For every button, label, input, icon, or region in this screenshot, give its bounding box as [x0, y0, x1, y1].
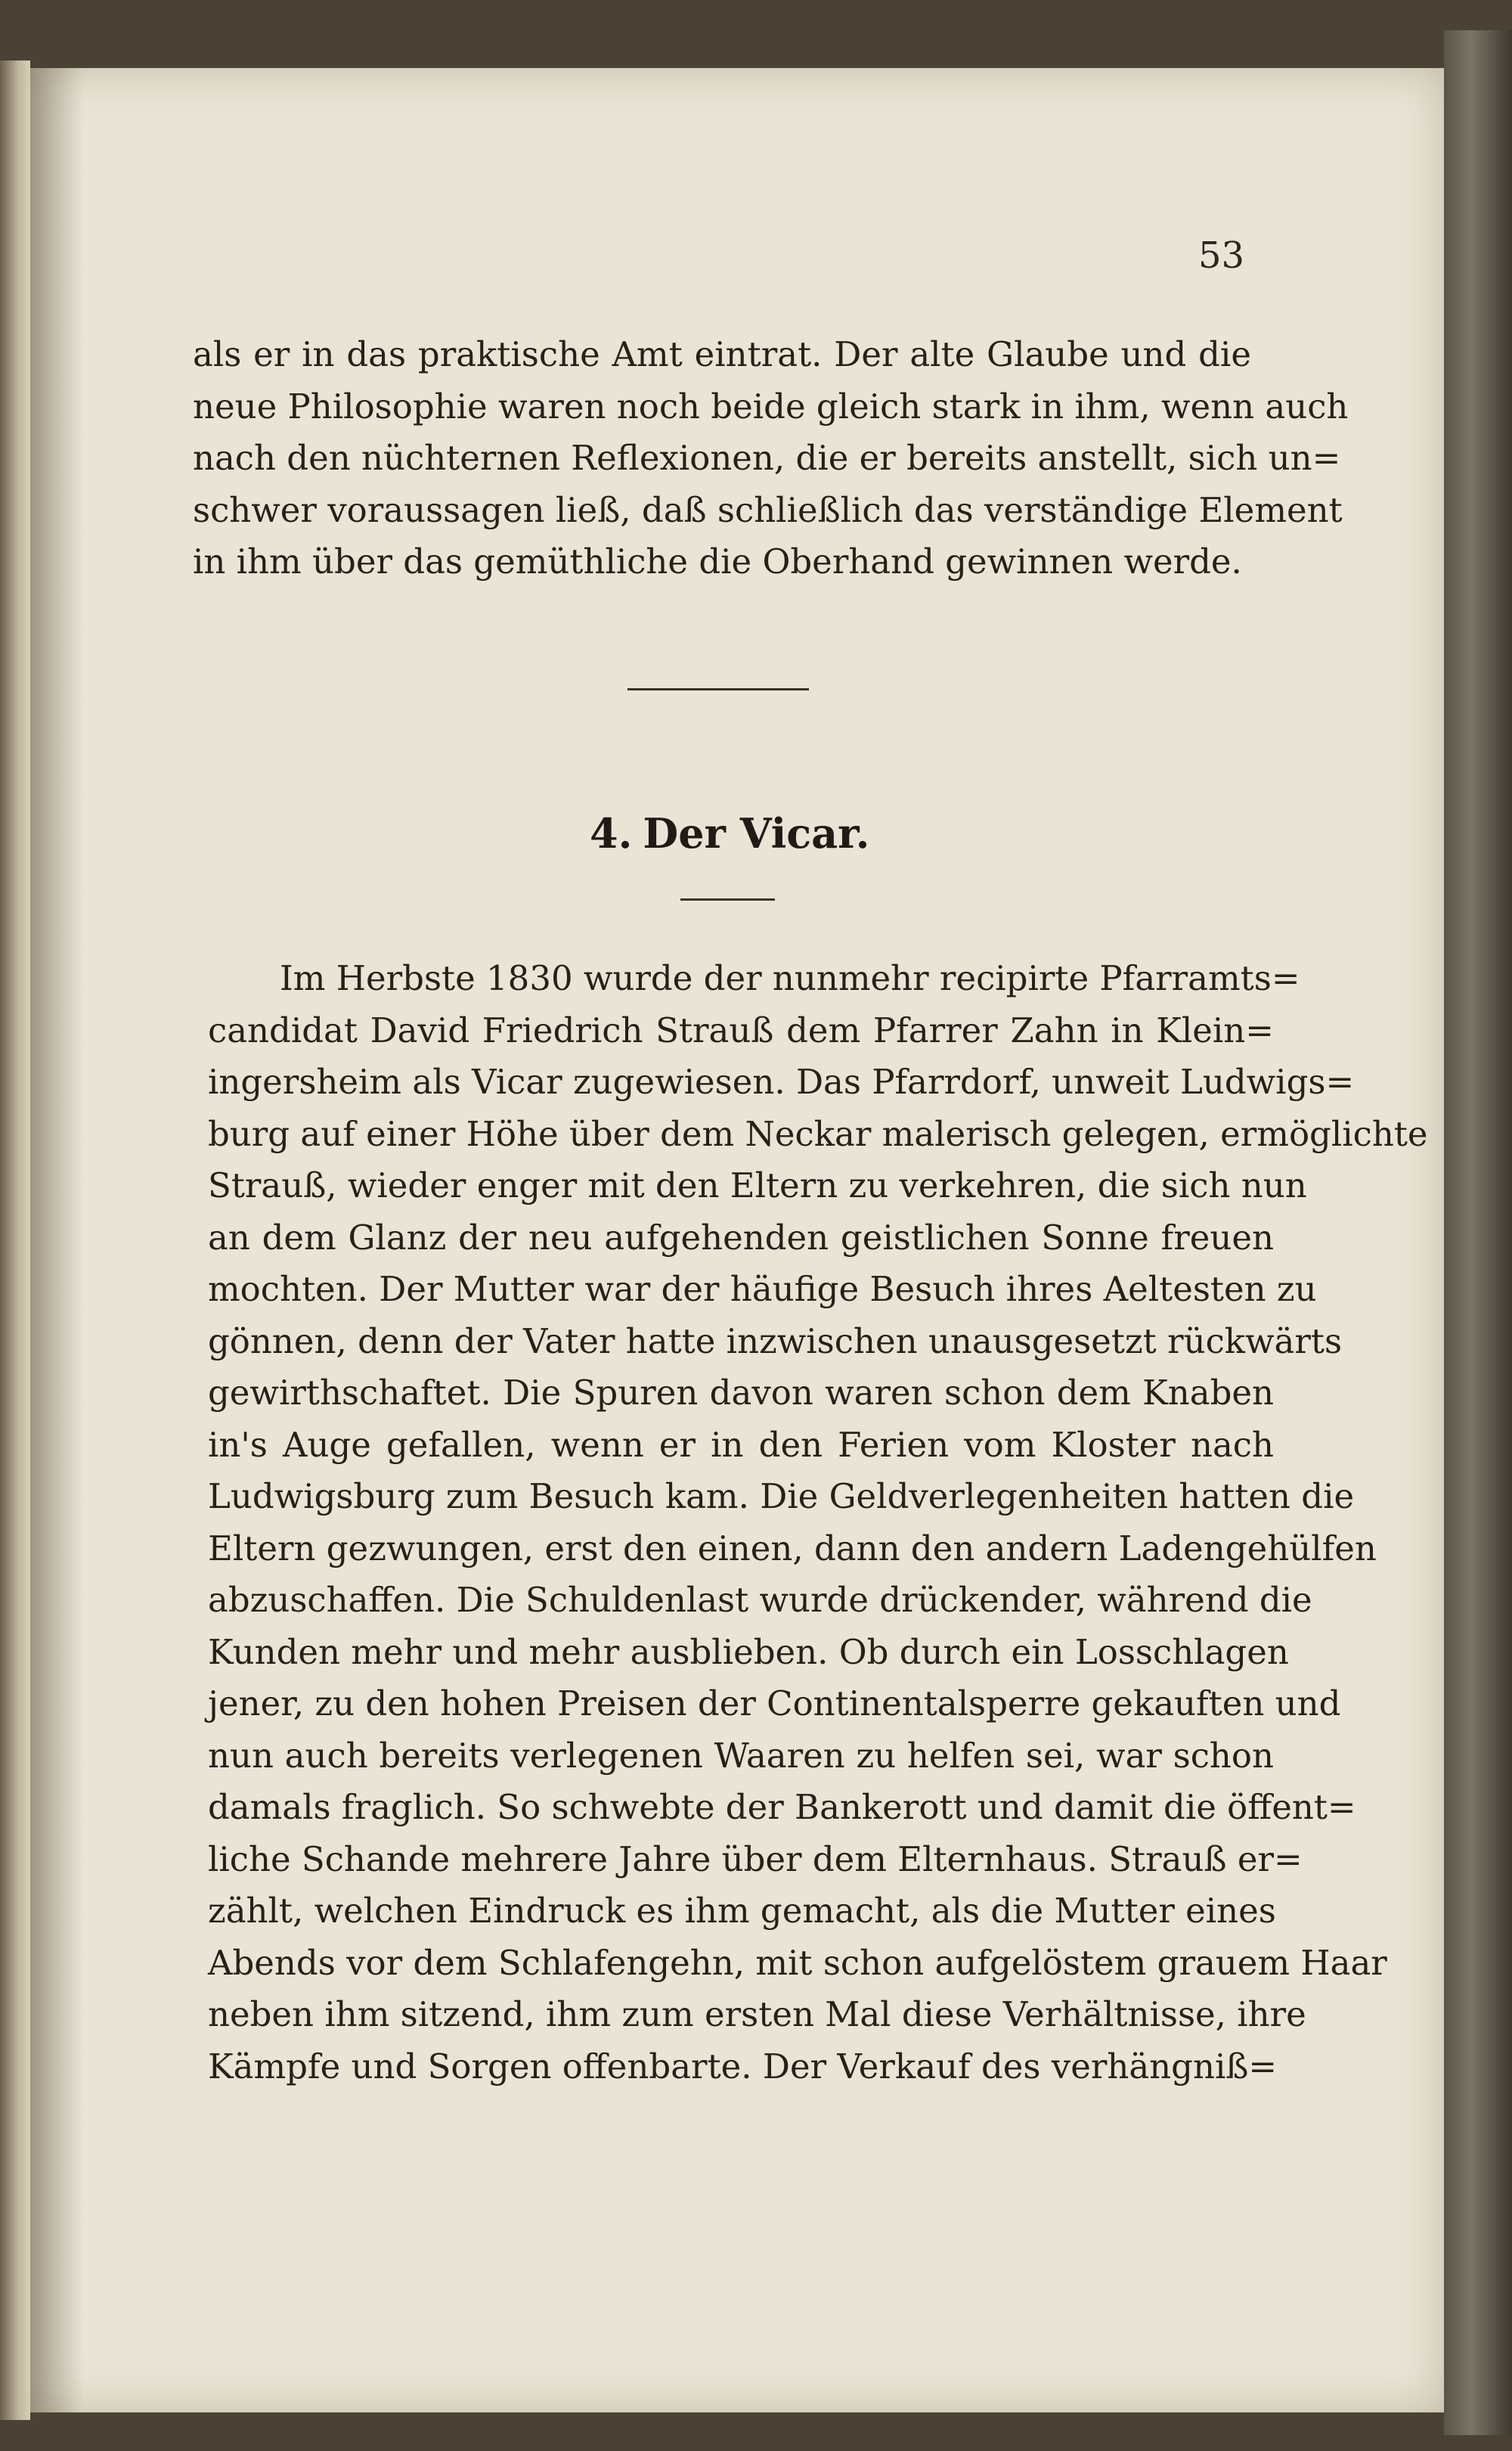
- text-line: Eltern gezwungen, erst den einen, dann den andern Ladengehülfen: [208, 1528, 1377, 1568]
- main-paragraph: [208, 953, 1428, 2093]
- text-line: Strauß, wieder enger mit den Eltern zu verkehren, die sich nun: [208, 1165, 1307, 1205]
- text-line: gönnen, denn der Vater hatte inzwischen unausgesetzt rückwärts: [208, 1320, 1343, 1361]
- text-line: Kämpfe und Sorgen offenbarte. Der Verkauf des verhängniß=: [208, 2046, 1278, 2086]
- spine-shadow: [30, 68, 83, 2412]
- text-line: candidat David Friedrich Strauß dem Pfarrer Zahn in Klein=: [208, 1010, 1274, 1050]
- text-line: zählt, welchen Eindruck es ihm gemacht, als die Mutter eines: [208, 1891, 1276, 1931]
- text-line: nun auch bereits verlegenen Waaren zu helfen sei, war schon: [208, 1735, 1274, 1776]
- text-line: neben ihm sitzend, ihm zum ersten Mal diese Verhältnisse, ihre: [208, 1994, 1306, 2034]
- text-line: Ludwigsburg zum Besuch kam. Die Geldverlegenheiten hatten die: [208, 1476, 1355, 1516]
- top-paragraph: [193, 329, 1349, 588]
- book-left-edge: [0, 60, 30, 2420]
- text-line: neue Philosophie waren noch beide gleich stark in ihm, wenn auch: [193, 386, 1349, 427]
- text-line: mochten. Der Mutter war der häufige Besuch ihres Aeltesten zu: [208, 1269, 1317, 1309]
- heading-underline: [680, 898, 775, 901]
- book-cover-edge: [1444, 30, 1512, 2435]
- text-line: in's Auge gefallen, wenn er in den Ferien vom Kloster nach: [208, 1424, 1274, 1465]
- page-number: 53: [1198, 234, 1245, 277]
- text-line: jener, zu den hohen Preisen der Continentalsperre gekauften und: [208, 1683, 1341, 1723]
- text-line: abzuschaffen. Die Schuldenlast wurde drückender, während die: [208, 1580, 1312, 1620]
- text-line: Abends vor dem Schlafengehn, mit schon aufgelöstem grauem Haar: [208, 1942, 1387, 1983]
- chapter-title: Der Vicar.: [643, 809, 870, 858]
- chapter-number: 4.: [590, 809, 633, 858]
- text-line: in ihm über das gemüthliche die Oberhand gewinnen werde.: [193, 541, 1242, 582]
- section-divider: [627, 688, 809, 690]
- text-line: nach den nüchternen Reflexionen, die er bereits anstellt, sich un=: [193, 438, 1341, 478]
- text-line: liche Schande mehrere Jahre über dem Elternhaus. Strauß er=: [208, 1838, 1303, 1879]
- chapter-heading: [590, 809, 892, 858]
- text-line: als er in das praktische Amt eintrat. Der alte Glaube und die: [193, 334, 1251, 374]
- text-line: Kunden mehr und mehr ausblieben. Ob durch ein Losschlagen: [208, 1631, 1289, 1672]
- text-line: an dem Glanz der neu aufgehenden geistlichen Sonne freuen: [208, 1217, 1274, 1258]
- text-line: schwer voraussagen ließ, daß schließlich das verständige Element: [193, 489, 1343, 530]
- text-line: ingersheim als Vicar zugewiesen. Das Pfarrdorf, unweit Ludwigs=: [208, 1062, 1355, 1102]
- text-line: damals fraglich. So schwebte der Bankerott und damit die öffent=: [208, 1787, 1356, 1827]
- text-line: Im Herbste 1830 wurde der nunmehr recipirte Pfarramts=: [280, 958, 1300, 998]
- text-line: gewirthschaftet. Die Spuren davon waren schon dem Knaben: [208, 1373, 1274, 1413]
- text-line: burg auf einer Höhe über dem Neckar malerisch gelegen, ermöglichte: [208, 1113, 1428, 1154]
